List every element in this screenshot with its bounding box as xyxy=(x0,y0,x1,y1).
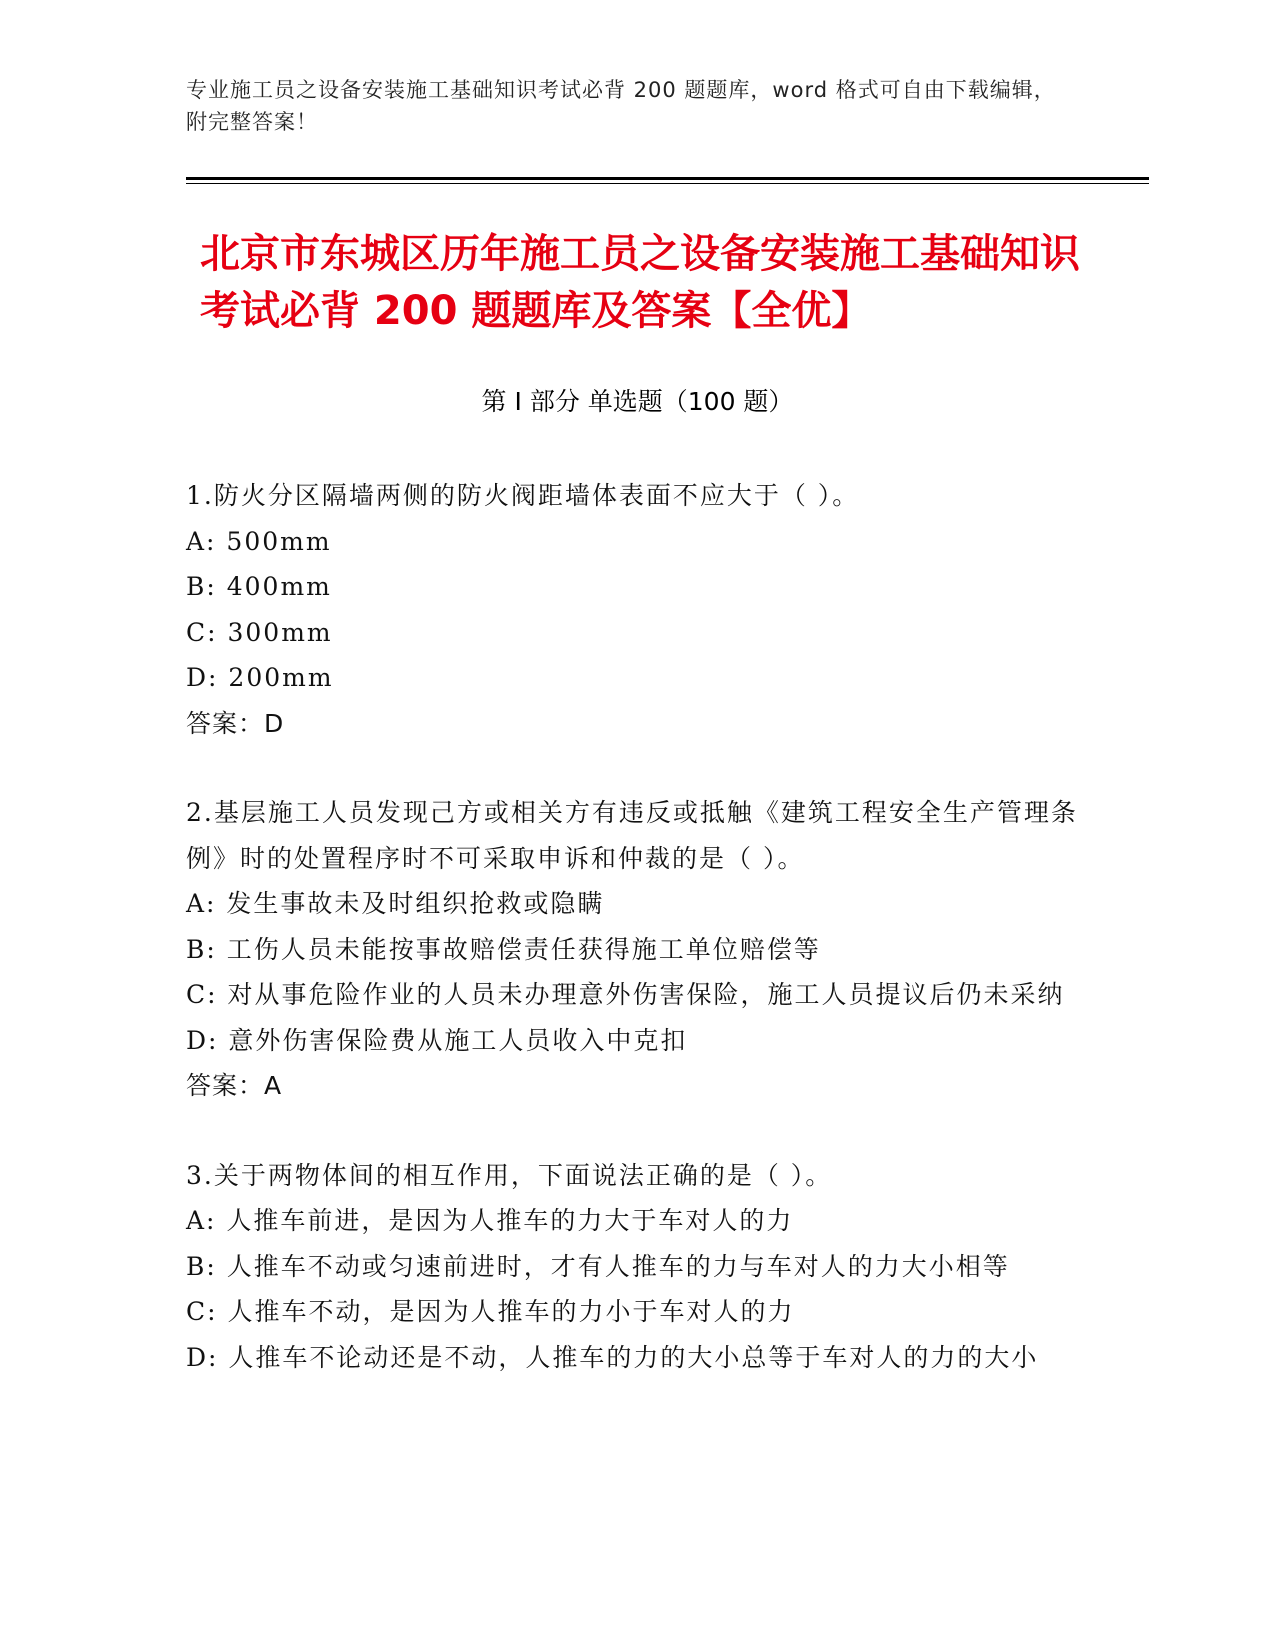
question-stem: 3.关于两物体间的相互作用，下面说法正确的是（ ）。 xyxy=(186,1160,833,1190)
answer: 答案：D xyxy=(186,708,285,738)
option-d: D: 人推车不论动还是不动，人推车的力的大小总等于车对人的力的大小 xyxy=(186,1342,1039,1372)
question-list xyxy=(186,473,1086,1424)
option-a: A: 发生事故未及时组织抢救或隐瞒 xyxy=(186,889,605,918)
option-d: D: 意外伤害保险费从施工人员收入中克扣 xyxy=(186,1025,688,1055)
option-c: C: 对从事危险作业的人员未办理意外伤害保险，施工人员提议后仍未采纳 xyxy=(186,980,1065,1009)
document-title: 北京市东城区历年施工员之设备安装施工基础知识考试必背 200 题题库及答案【全优】 xyxy=(200,231,1080,334)
option-d: D: 200mm xyxy=(186,663,334,692)
question-3 xyxy=(186,1153,1086,1381)
question-2 xyxy=(186,790,1086,1109)
option-b: B: 工伤人员未能按事故赔偿责任获得施工单位赔偿等 xyxy=(186,934,821,964)
option-b: B: 人推车不动或匀速前进时，才有人推车的力与车对人的力大小相等 xyxy=(186,1251,1010,1281)
option-a: A: 人推车前进，是因为人推车的力大于车对人的力 xyxy=(186,1206,794,1235)
header-divider-thick xyxy=(186,177,1149,180)
question-stem: 1.防火分区隔墙两侧的防火阀距墙体表面不应大于（ ）。 xyxy=(186,481,860,510)
question-1 xyxy=(186,473,1086,746)
answer: 答案：A xyxy=(186,1071,283,1100)
header-note: 专业施工员之设备安装施工基础知识考试必背 200 题题库，word 格式可自由下载编辑，附完整答案！ xyxy=(186,78,1056,134)
question-stem: 2.基层施工人员发现己方或相关方有违反或抵触《建筑工程安全生产管理条例》时的处置程序时不可采取申诉和仲裁的是（ ）。 xyxy=(186,798,1078,873)
section-title: 第 I 部分 单选题（100 题） xyxy=(481,387,794,416)
header-divider-thin xyxy=(186,183,1149,184)
option-b: B: 400mm xyxy=(186,572,332,601)
option-c: C: 300mm xyxy=(186,617,333,647)
option-a: A: 500mm xyxy=(186,526,332,556)
option-c: C: 人推车不动，是因为人推车的力小于车对人的力 xyxy=(186,1297,795,1326)
